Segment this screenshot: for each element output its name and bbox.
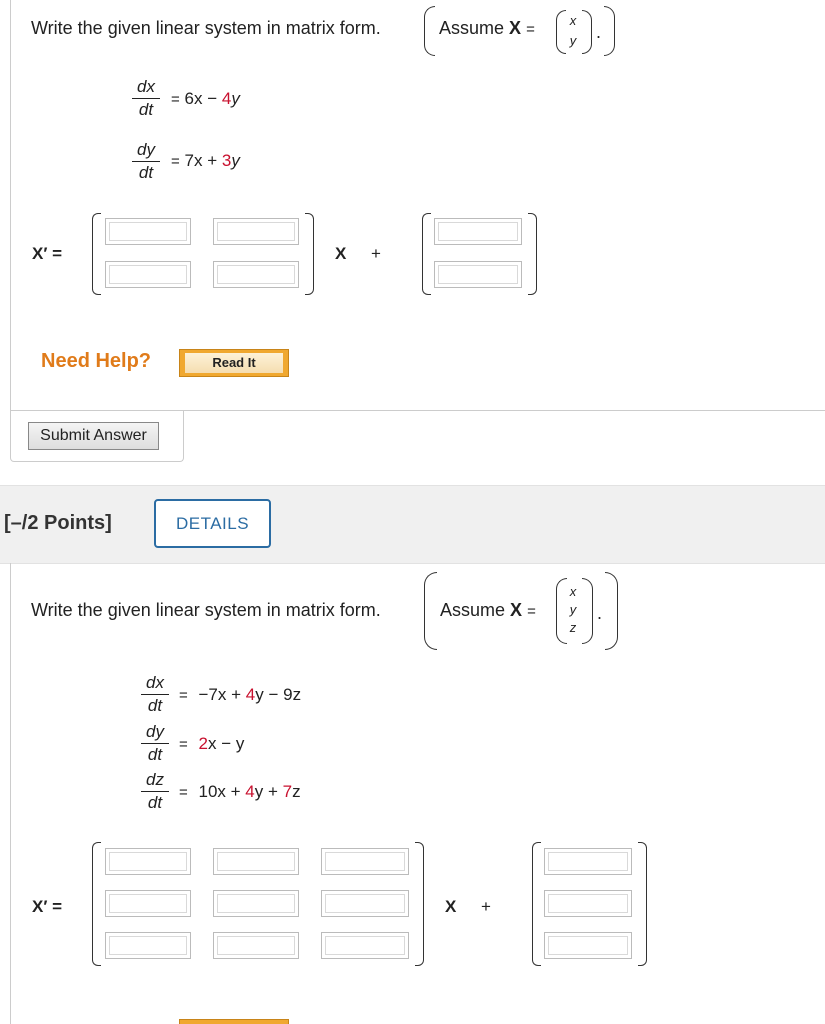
q2-vec-close (582, 578, 593, 644)
q1-assume-var: X (509, 18, 522, 38)
q1-b1-input[interactable] (434, 218, 522, 245)
q2-eq3-t4: z (292, 782, 301, 801)
q1-vector-right-bracket (528, 213, 537, 295)
q2-eq3-eq: = (179, 784, 188, 801)
q2-b1-input[interactable] (544, 848, 632, 875)
q2-eq1-t0: −7x + (198, 685, 246, 704)
q2-a12-input[interactable] (213, 848, 299, 875)
q2-eq1-t2: y − 9z (255, 685, 302, 704)
q2-b3-input[interactable] (544, 932, 632, 959)
q2-a13-input[interactable] (321, 848, 409, 875)
q1-a21-input[interactable] (105, 261, 191, 288)
read-it-label: Read It (185, 353, 283, 373)
q2-matrix-left-bracket (92, 842, 101, 966)
q1-assume-suffix: . (596, 22, 602, 42)
q2-points: [–/2 Points] (4, 512, 112, 534)
q1-a11-input[interactable] (105, 218, 191, 245)
q2-a22-input[interactable] (213, 890, 299, 917)
q2-assume-open-paren (424, 572, 437, 650)
q2-eq3-t3: 7 (282, 782, 293, 801)
q1-eq2-t1: + (202, 151, 222, 170)
q1-assume-prefix: Assume (439, 18, 505, 38)
q1-prompt: Write the given linear system in matrix form. (31, 18, 381, 38)
q2-eq3-t1: 4 (245, 782, 255, 801)
q2-header-bar (0, 485, 825, 564)
q2-vec-x: x (569, 584, 577, 599)
q2-x-label: X (445, 897, 457, 916)
details-button[interactable]: DETAILS (154, 499, 271, 548)
q2-assume-var: X (510, 600, 523, 620)
q2-a33-input[interactable] (321, 932, 409, 959)
q2-eq1-den: dt (147, 696, 163, 715)
q1-eq2-den: dt (138, 163, 154, 182)
q1-eq2-t0: 7x (184, 151, 203, 170)
q1-eq2-rhs (171, 151, 240, 171)
q2-read-it-button-partial[interactable] (179, 1019, 289, 1024)
q1-eq2-num: dy (137, 140, 155, 159)
q1-plus: + (371, 244, 381, 263)
q2-assume-prefix: Assume (440, 600, 506, 620)
q2-eq3-num: dz (146, 770, 164, 789)
q1-assume-open-paren (424, 6, 435, 56)
q2-a23-input[interactable] (321, 890, 409, 917)
q1-eq1-t3: y (231, 89, 240, 108)
q1-x-label: X (335, 244, 347, 263)
q1-assume-close-paren (604, 6, 615, 56)
q1-a22-input[interactable] (213, 261, 299, 288)
q2-vector-right-bracket (638, 842, 647, 966)
q1-eq1-eq: = (171, 91, 180, 108)
q2-assume-eq: = (527, 603, 536, 620)
q1-assume-eq: = (526, 21, 535, 38)
q1-eq1-t1: − (202, 89, 222, 108)
q1-assume-label (439, 18, 535, 39)
q2-b2-input[interactable] (544, 890, 632, 917)
q2-eq3-t2: y + (254, 782, 283, 801)
q1-vec-close (582, 10, 592, 54)
q2-eq3-den: dt (147, 793, 163, 812)
q1-matrix-right-bracket (305, 213, 314, 295)
q2-eq2-den: dt (147, 745, 163, 764)
q2-eq1-rhs (179, 685, 301, 705)
q2-eq1-eq: = (179, 687, 188, 704)
q2-eq3-rhs (179, 782, 301, 802)
q2-a11-input[interactable] (105, 848, 191, 875)
q2-vec-z: z (569, 620, 577, 635)
q2-a32-input[interactable] (213, 932, 299, 959)
q1-eq1-rhs (171, 89, 240, 109)
q1-vec-open (556, 10, 566, 54)
q2-eq2-rhs (179, 734, 244, 754)
q2-eq2-eq: = (179, 736, 188, 753)
q2-eq1-fraction (141, 673, 169, 716)
q1-eq2-t2: 3 (221, 151, 232, 170)
q2-lhs-label: X′ = (32, 897, 63, 916)
q1-matrix-left-bracket (92, 213, 101, 295)
q1-a12-input[interactable] (213, 218, 299, 245)
read-it-button[interactable] (179, 349, 289, 377)
q2-eq3-t0: 10x + (198, 782, 246, 801)
q2-plus: + (481, 897, 491, 916)
q2-a21-input[interactable] (105, 890, 191, 917)
q1-vector-left-bracket (422, 213, 431, 295)
q2-eq3-fraction (141, 770, 169, 813)
q2-eq1-t1: 4 (245, 685, 256, 704)
q1-lhs-label: X′ = (32, 244, 63, 263)
q2-prompt: Write the given linear system in matrix form. (31, 600, 381, 620)
q1-b2-input[interactable] (434, 261, 522, 288)
q2-vector-left-bracket (532, 842, 541, 966)
q1-eq1-t0: 6x (184, 89, 203, 108)
q2-a31-input[interactable] (105, 932, 191, 959)
q1-eq2-t3: y (231, 151, 240, 170)
submit-answer-button[interactable]: Submit Answer (28, 422, 159, 450)
q1-eq2-fraction (132, 140, 160, 183)
q2-eq2-t0: 2 (198, 734, 208, 753)
q2-matrix-right-bracket (415, 842, 424, 966)
q1-eq1-t2: 4 (221, 89, 232, 108)
q1-eq2-eq: = (171, 153, 180, 170)
q1-eq1-den: dt (138, 100, 154, 119)
q2-eq2-fraction (141, 722, 169, 765)
q1-eq1-num: dx (137, 77, 155, 96)
q2-vec-y: y (569, 602, 577, 617)
q2-eq1-num: dx (146, 673, 164, 692)
q1-eq1-fraction (132, 77, 160, 120)
q1-vec-y: y (569, 33, 577, 48)
q2-eq2-t1: x − y (207, 734, 245, 753)
need-help-label: Need Help? (41, 350, 152, 372)
q2-assume-label (440, 600, 536, 621)
q1-vec-x: x (569, 13, 577, 28)
q2-assume-suffix: . (597, 603, 603, 623)
q2-eq2-num: dy (146, 722, 164, 741)
q2-assume-close-paren (605, 572, 618, 650)
